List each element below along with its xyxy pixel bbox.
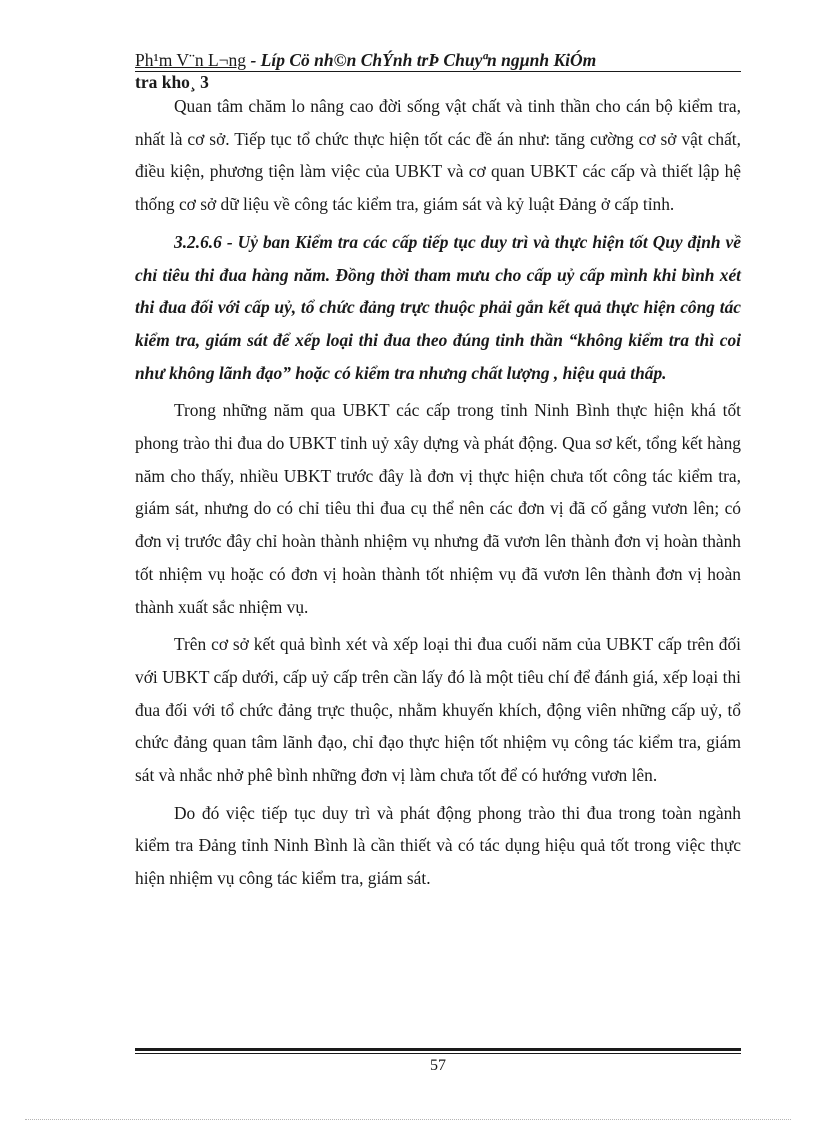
document-body [135,90,741,895]
running-header [135,50,741,92]
paragraph: Quan tâm chăm lo nâng cao đời sống vật chất và tinh thần cho cán bộ kiểm tra, nhất là cơ sở. Tiếp tục tổ chức thực hiện tốt các đề án như: tăng cường cơ sở vật chất, điều kiện, phương tiện làm việc của UBKT và cơ quan UBKT các cấp và thiết lập hệ thống cơ sở dữ liệu về công tác kiểm tra, giám sát và kỷ luật Đảng ở cấp tỉnh. [135,96,741,215]
page-number: 57 [430,1057,446,1074]
footer-rule-thin [135,1053,741,1054]
footer-rule-thick [135,1048,741,1051]
header-line-1 [135,50,741,72]
paragraph: Do đó việc tiếp tục duy trì và phát động phong trào thi đua trong toàn ngành kiểm tra Đảng tỉnh Ninh Bình là cần thiết và có tác dụng hiệu quả tốt trong việc thực hiện nhiệm vụ công tác kiểm tra, giám sát. [135,802,741,889]
header-course-title: - Líp Cö nh©n ChÝnh trÞ Chuyªn ngµnh KiÓm [246,50,597,70]
page-edge-dotted-line [25,1119,791,1120]
paragraph: Trong những năm qua UBKT các cấp trong tỉnh Ninh Bình thực hiện khá tốt phong trào thi đua do UBKT tỉnh uỷ xây dựng và phát động. Qua sơ kết, tổng kết hàng năm cho thấy, nhiều UBKT trước đây là đơn vị thực hiện chưa tốt công tác kiểm tra, giám sát, nhưng do có chỉ tiêu thi đua cụ thể nên các đơn vị đã cố gắng vươn lên; có đơn vị trước đây chỉ hoàn thành nhiệm vụ nhưng đã vươn lên thành đơn vị hoàn thành tốt nhiệm vụ hoặc có đơn vị hoàn thành tốt nhiệm vụ đã vươn lên thành đơn vị hoàn thành xuất sắc nhiệm vụ. [135,400,741,617]
section-heading-3-2-6-6: 3.2.6.6 - Uỷ ban Kiểm tra các cấp tiếp tục duy trì và thực hiện tốt Quy định về chỉ tiêu thi đua hàng năm. Đồng thời tham mưu cho cấp uỷ cấp mình khi bình xét thi đua đối với cấp uỷ, tổ chức đảng trực thuộc phải gắn kết quả thực hiện công tác kiểm tra, giám sát để xếp loại thi đua theo đúng tinh thần “không kiểm tra thì coi như không lãnh đạo” hoặc có kiểm tra nhưng chất lượng , hiệu quả thấp. [135,231,741,383]
header-course-title-continued: tra kho¸ 3 [135,72,209,92]
header-author: Ph¹m V¨n L¬ng [135,50,247,70]
paragraph: Trên cơ sở kết quả bình xét và xếp loại thi đua cuối năm của UBKT cấp trên đối với UBKT cấp dưới, cấp uỷ cấp trên cần lấy đó là một tiêu chí để đánh giá, xếp loại thi đua đối với tổ chức đảng trực thuộc, nhằm khuyến khích, động viên những cấp uỷ, tổ chức đảng quan tâm lãnh đạo, chỉ đạo thực hiện tốt nhiệm vụ công tác kiểm tra, giám sát và nhắc nhở phê bình những đơn vị làm chưa tốt để có hướng vươn lên. [135,634,741,786]
